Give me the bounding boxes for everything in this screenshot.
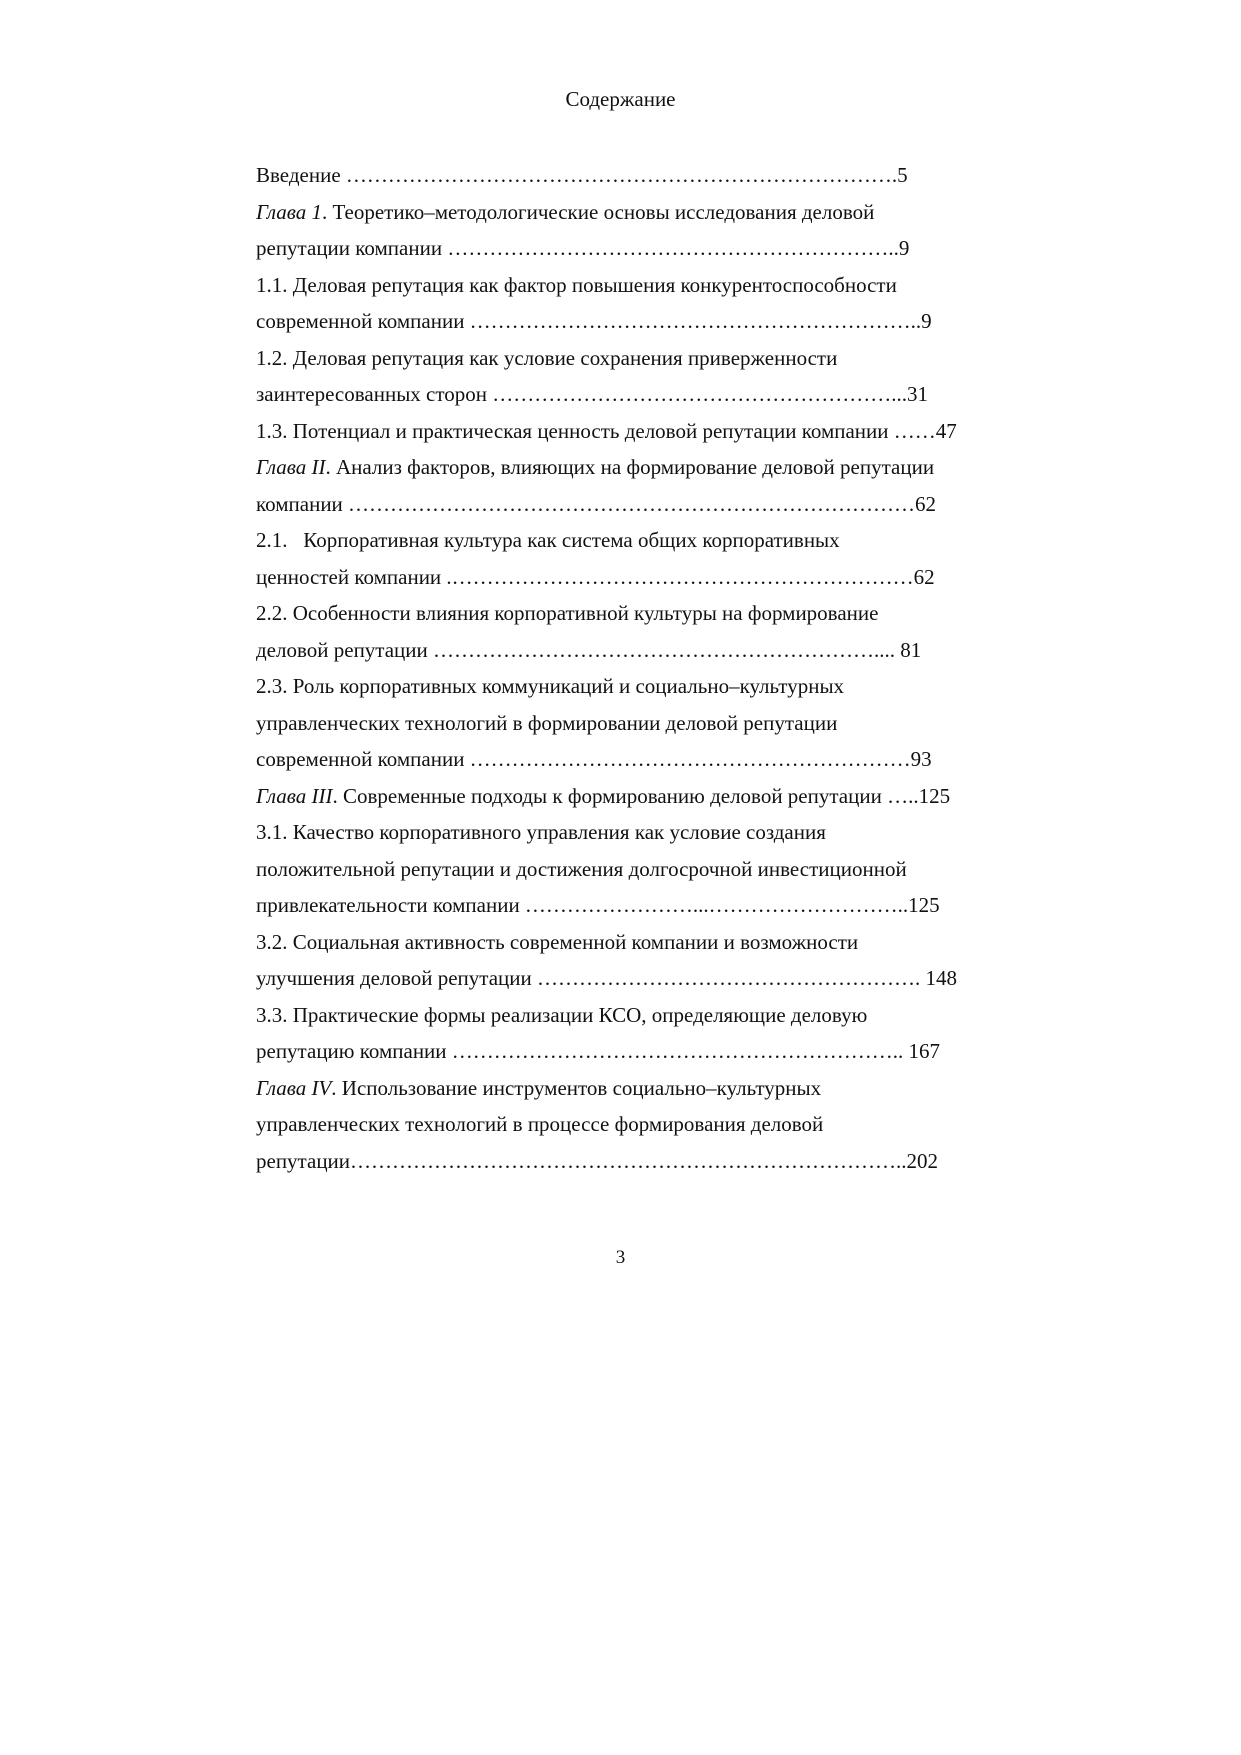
toc-line xyxy=(256,668,996,705)
toc-line xyxy=(256,778,996,815)
toc-line-text: заинтересованных сторон …………………………………………………...31 xyxy=(256,382,929,406)
toc-line-text: репутации компании ………………………………………………………..9 xyxy=(256,236,910,260)
toc-chapter-label: Глава III xyxy=(256,783,333,808)
toc-line xyxy=(256,632,996,669)
toc-line-text: Введение …………………………………………………………………….5 xyxy=(256,163,908,187)
toc-line-text: 3.3. Практические формы реализации КСО, определяющие деловую xyxy=(256,1002,868,1027)
toc-line-text: современной компании ………………………………………………………..9 xyxy=(256,309,932,333)
toc-line xyxy=(256,997,996,1034)
toc-line-text: 1.2. Деловая репутация как условие сохранения приверженности xyxy=(256,345,838,370)
toc-line xyxy=(256,486,996,523)
toc-line-text: репутации……………………………………………………………………..202 xyxy=(256,1148,939,1173)
toc-line xyxy=(256,851,996,888)
toc-line-text: деловой репутации ……………………………………………………….... 81 xyxy=(256,637,922,662)
toc-line-text: современной компании ………………………………………………………93 xyxy=(256,747,932,771)
table-of-contents xyxy=(256,157,996,1179)
toc-line-text: положительной репутации и достижения долгосрочной инвестиционной xyxy=(256,856,907,881)
toc-line xyxy=(256,1033,996,1070)
toc-line xyxy=(256,814,996,851)
toc-line-text: . Анализ факторов, влияющих на формирование деловой репутации xyxy=(325,455,935,479)
toc-line xyxy=(256,960,996,997)
toc-chapter-label: Глава IV xyxy=(256,1075,332,1100)
toc-line-text: 1.1. Деловая репутация как фактор повышения конкурентоспособности xyxy=(256,272,897,297)
toc-line-text: управленческих технологий в формировании деловой репутации xyxy=(256,710,838,735)
toc-line xyxy=(256,705,996,742)
toc-line-text: улучшения деловой репутации ………………………………………………. 148 xyxy=(256,966,958,990)
toc-line-text: 3.2. Социальная активность современной компании и возможности xyxy=(256,929,859,954)
toc-line xyxy=(256,559,996,596)
toc-line-text: 3.1. Качество корпоративного управления как условие создания xyxy=(256,820,826,844)
toc-line-text: управленческих технологий в процессе формирования деловой xyxy=(256,1112,824,1136)
toc-line xyxy=(256,303,996,340)
toc-line xyxy=(256,340,996,377)
toc-line xyxy=(256,413,996,450)
toc-line xyxy=(256,924,996,961)
toc-line xyxy=(256,230,996,267)
page-title: Содержание xyxy=(565,87,676,111)
toc-line-text: . Теоретико–методологические основы исследования деловой xyxy=(321,199,875,224)
toc-line xyxy=(256,1106,996,1143)
toc-line xyxy=(256,887,996,924)
toc-line-text: 2.3. Роль корпоративных коммуникаций и социально–культурных xyxy=(256,674,845,698)
toc-line-text: компании ………………………………………………………………………62 xyxy=(256,491,937,516)
toc-line-text: репутацию компании ……………………………………………………….. 167 xyxy=(256,1039,941,1063)
toc-line xyxy=(256,449,996,486)
toc-line-text: . Современные подходы к формированию деловой репутации …..125 xyxy=(332,783,951,808)
toc-line xyxy=(256,741,996,778)
toc-line xyxy=(256,194,996,231)
toc-line xyxy=(256,376,996,413)
toc-line-text: . Использование инструментов социально–культурных xyxy=(331,1075,822,1100)
toc-line-text: ценностей компании .…………………………………………………………62 xyxy=(256,564,935,589)
toc-line xyxy=(256,595,996,632)
toc-line xyxy=(256,157,996,194)
toc-line-text: 2.1. Корпоративная культура как система общих корпоративных xyxy=(256,528,840,552)
toc-line xyxy=(256,1143,996,1180)
toc-chapter-label: Глава II xyxy=(256,455,326,479)
toc-line-text: 1.3. Потенциал и практическая ценность деловой репутации компании ……47 xyxy=(256,418,957,443)
toc-line-text: привлекательности компании ……………………...………………………..125 xyxy=(256,893,940,917)
toc-chapter-label: Глава 1 xyxy=(256,199,322,224)
toc-line xyxy=(256,1070,996,1107)
toc-line-text: 2.2. Особенности влияния корпоративной культуры на формирование xyxy=(256,601,879,625)
page-number: 3 xyxy=(615,1247,626,1268)
toc-line xyxy=(256,522,996,559)
toc-line xyxy=(256,267,996,304)
